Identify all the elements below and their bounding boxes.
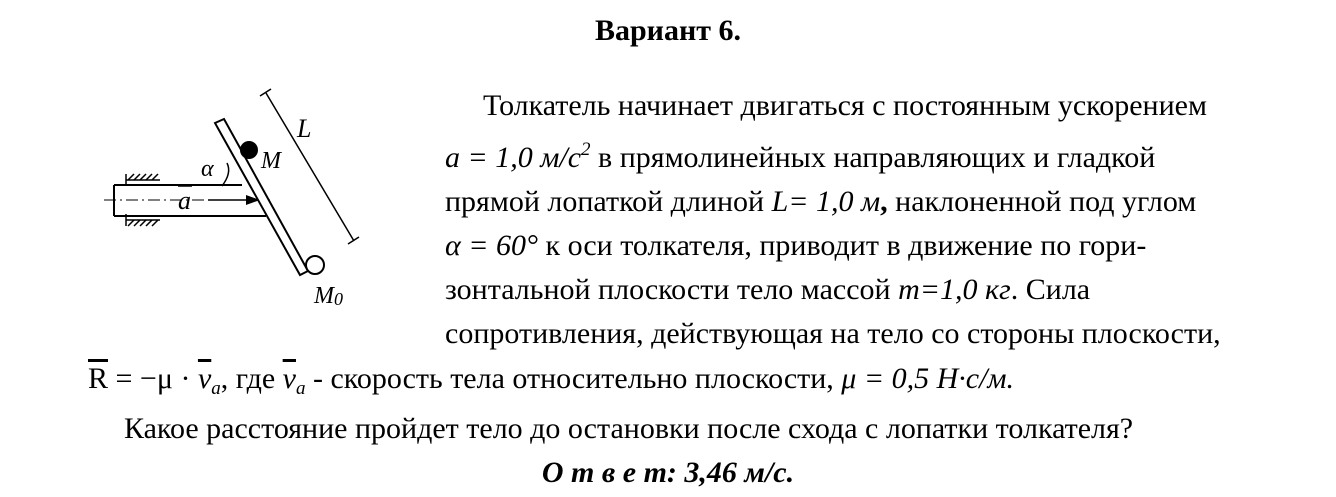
label-m0: M0: [314, 283, 343, 309]
text-line-3: прямой лопаткой длиной L= 1,0 м, наклоненной под углом: [445, 185, 1197, 218]
blade: [215, 119, 308, 275]
text-line-5: зонтальной плоскости тело массой m=1,0 кг. Сила: [445, 273, 1091, 306]
variant-title: Вариант 6.: [594, 14, 741, 47]
problem-text: [445, 84, 1221, 356]
text-line-1: Толкатель начинает двигаться с постоянным ускорением: [483, 89, 1207, 122]
angle-arc: [222, 163, 229, 186]
label-m: M: [261, 148, 281, 174]
acceleration-arrow: [208, 195, 260, 205]
text-line-4: α = 60° к оси толкателя, приводит в движение по гори-: [445, 229, 1147, 262]
label-a: a: [178, 186, 191, 215]
text-line-6: сопротивления, действующая на тело со стороны плоскости,: [445, 317, 1221, 350]
point-m0: [306, 256, 324, 274]
text-line-2: a = 1,0 $м/с^2$ в прямолинейных направляющих и гладкой: [445, 139, 1156, 174]
point-m: [240, 141, 258, 159]
label-l: L: [297, 114, 312, 143]
formula-line: $\overline{R} = -\mu \cdot \overline{v}_a$, где $\overline{v}_a$ - скорость тела относительно плоскости, μ = 0,5 Н·с/м.: [88, 362, 1015, 399]
label-alpha: α: [201, 156, 214, 182]
question-line: Какое расстояние пройдет тело до остановки после схода с лопатки толкателя?: [124, 412, 1134, 445]
pusher-diagram: [100, 85, 380, 310]
answer: О т в е т: 3,46 м/с.: [541, 456, 795, 489]
